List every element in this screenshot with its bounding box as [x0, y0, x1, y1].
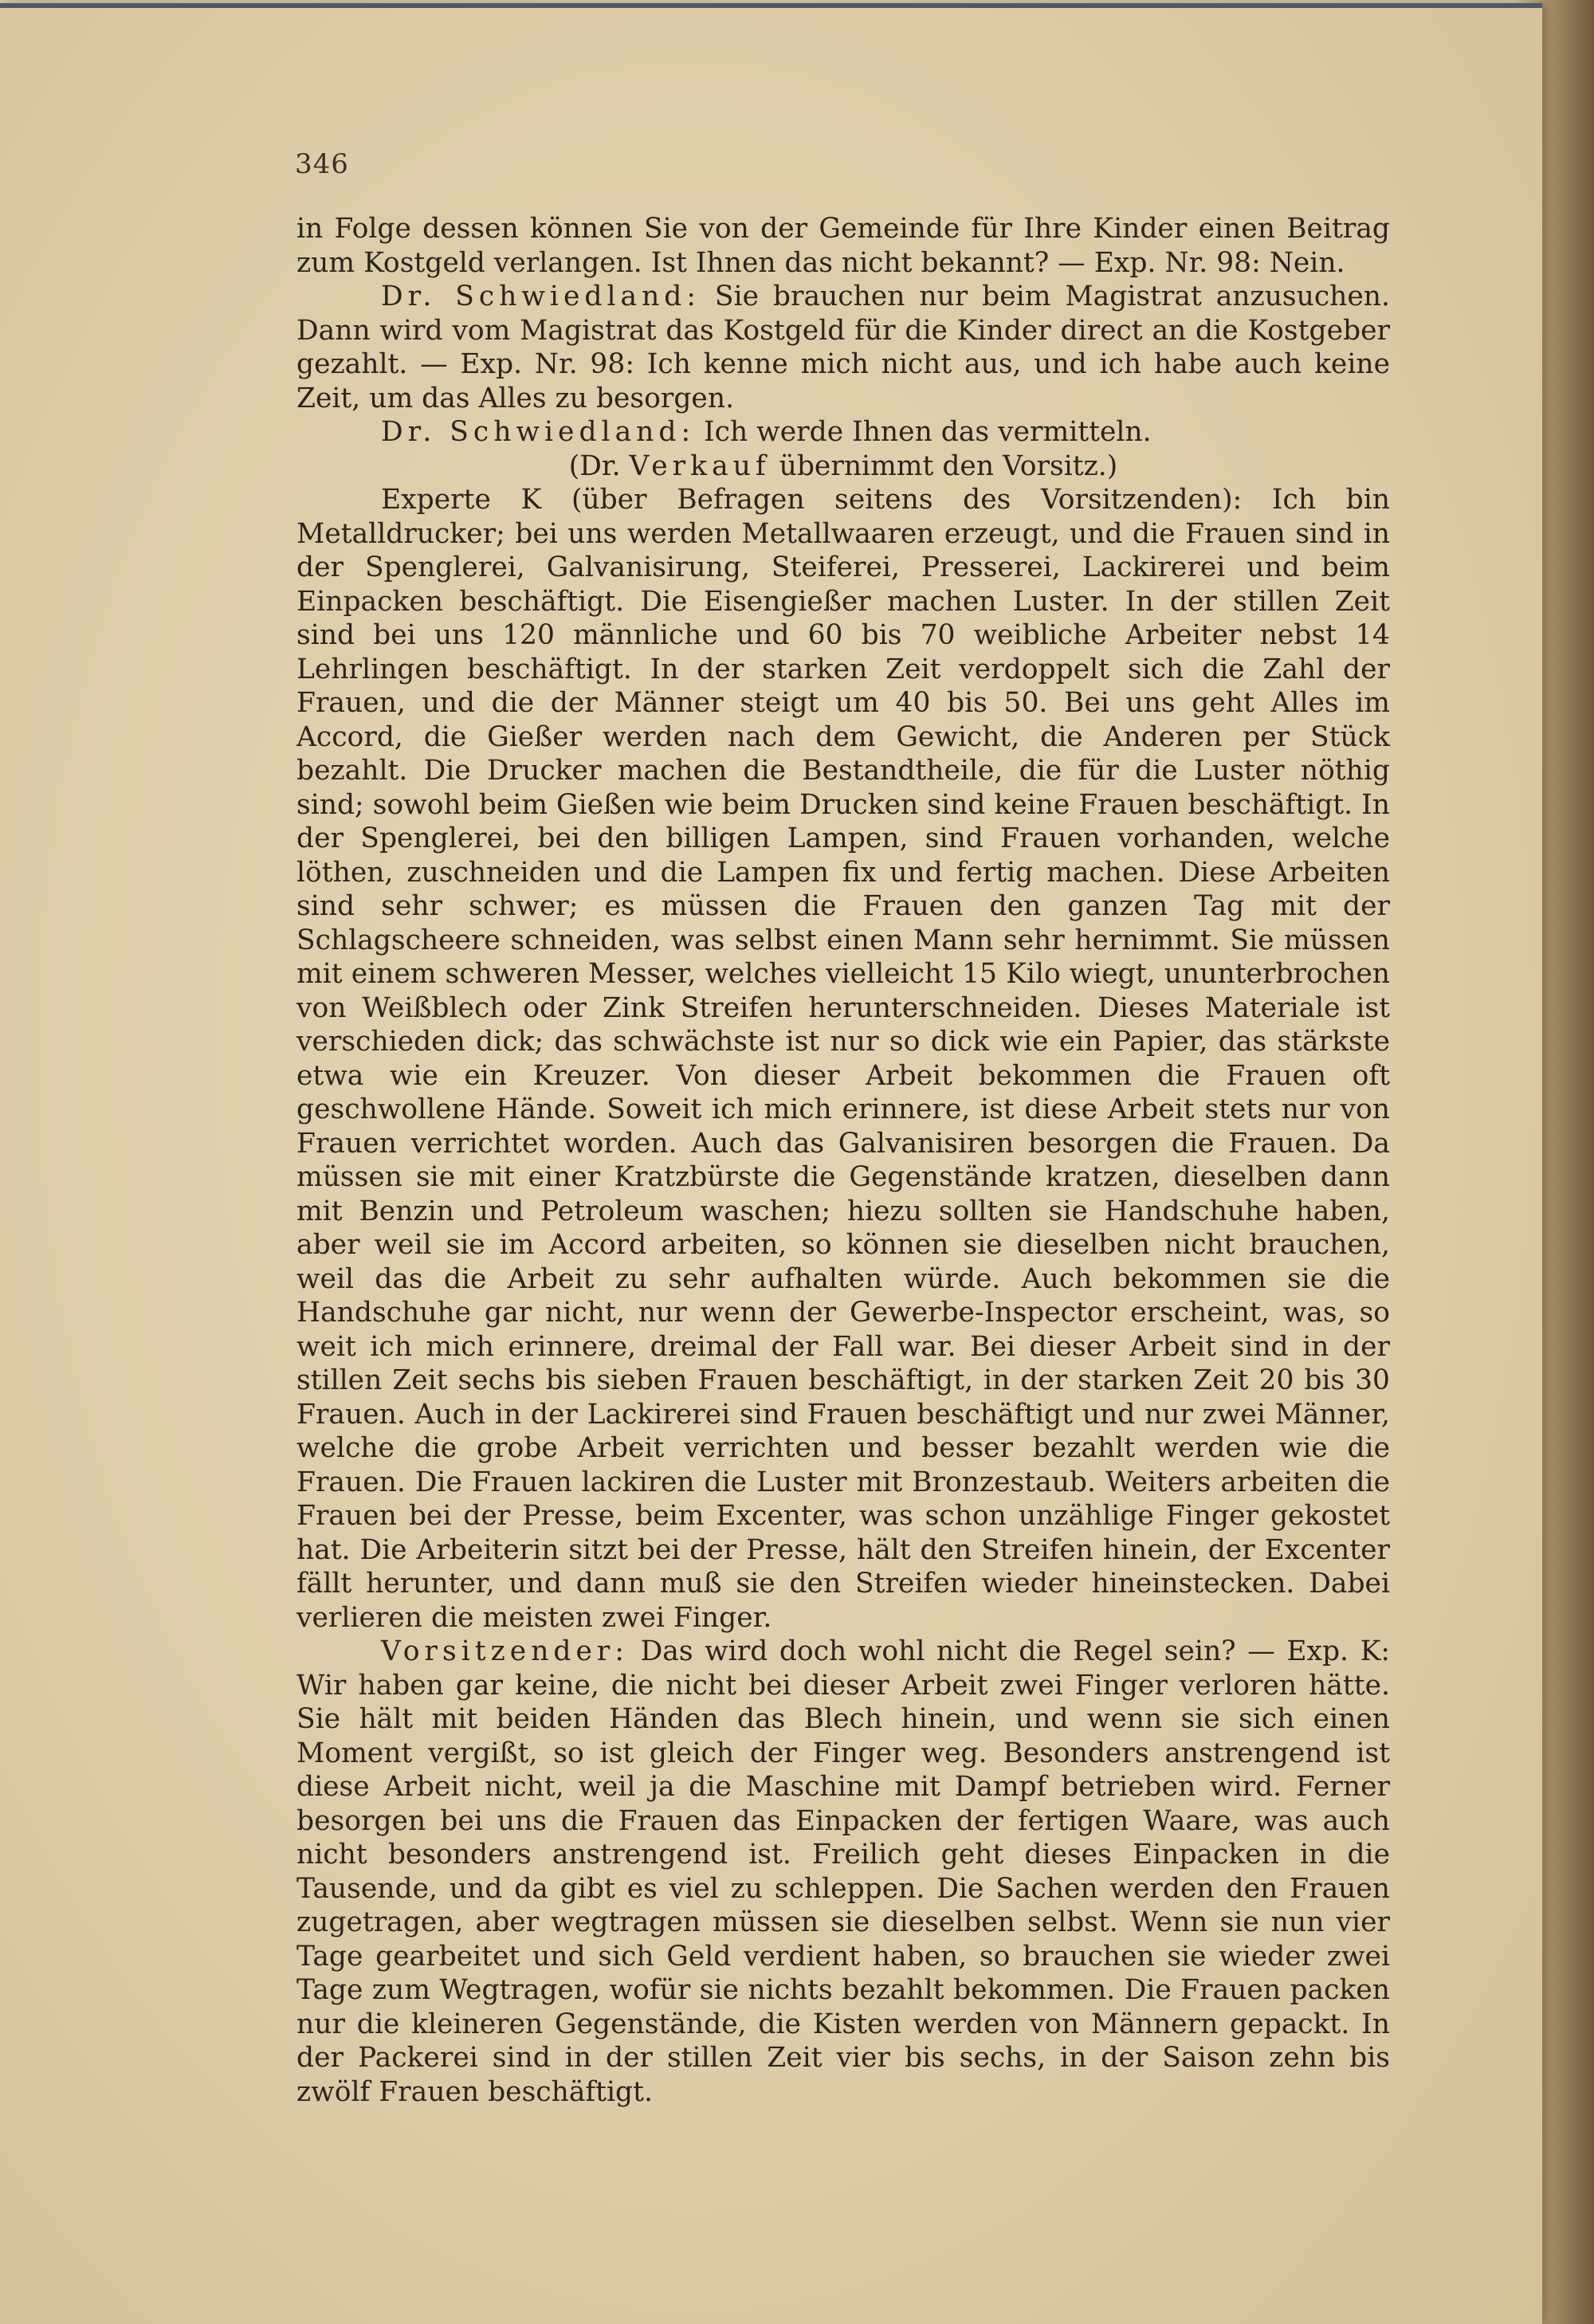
paragraph-expert-k: Experte K (über Befragen seitens des Vorsitzenden): Ich bin Metalldrucker; bei uns werden Metallwaaren erzeugt, und die Frauen sind in der Spenglerei, Galvanisirung, Steiferei, Presserei, Lackirerei und beim Einpacken beschäftigt. Die Eisengießer machen Luster. In der stillen Zeit sind bei uns 120 männliche und 60 bis 70 weibliche Arbeiter nebst 14 Lehrlingen beschäftigt. In der starken Zeit verdoppelt sich die Zahl der Frauen, und die der Männer steigt um 40 bis 50. Bei uns geht Alles im Accord, die Gießer werden nach dem Gewicht, die Anderen per Stück bezahlt. Die Drucker machen die Bestandtheile, die für die Luster nöthig sind; sowohl beim Gießen wie beim Drucken sind keine Frauen beschäftigt. In der Spenglerei, bei den billigen Lampen, sind Frauen vorhanden, welche löthen, zuschneiden und die Lampen fix und fertig machen. Diese Arbeiten sind sehr schwer; es müssen die Frauen den ganzen Tag mit der Schlagscheere schneiden, was selbst einen Mann sehr hernimmt. Sie müssen mit einem schweren Messer, welches vielleicht 15 Kilo wiegt, ununterbrochen von Weißblech oder Zink Streifen herunterschneiden. Dieses Materiale ist verschieden dick; das schwächste ist nur so dick wie ein Papier, das stärkste etwa wie ein Kreuzer. Von dieser Arbeit bekommen die Frauen oft geschwollene Hände. Soweit ich mich erinnere, ist diese Arbeit stets nur von Frauen verrichtet worden. Auch das Galvanisiren besorgen die Frauen. Da müssen sie mit einer Kratzbürste die Gegenstände kratzen, dieselben dann mit Benzin und Petroleum waschen; hiezu sollten sie Handschuhe haben, aber weil sie im Accord arbeiten, so können sie dieselben nicht brauchen, weil das die Arbeit zu sehr aufhalten würde. Auch bekommen sie die Handschuhe gar nicht, nur wenn der Gewerbe-Inspector erscheint, was, so weit ich mich erinnere, dreimal der Fall war. Bei dieser Arbeit sind in der stillen Zeit sechs bis sieben Frauen beschäftigt, in der starken Zeit 20 bis 30 Frauen. Auch in der Lackirerei sind Frauen beschäftigt und nur zwei Männer, welche die grobe Arbeit verrichten und besser bezahlt werden wie die Frauen. Die Frauen lackiren die Luster mit Bronzestaub. Weiters arbeiten die Frauen bei der Presse, beim Excenter, was schon unzählige Finger gekostet hat. Die Arbeiterin sitzt bei der Presse, hält den Streifen hinein, der Excenter fällt herunter, und dann muß sie den Streifen wieder hineinstecken. Dabei verlieren die meisten zwei Finger.	[296, 484, 1390, 1634]
paragraph-3-text: Ich werde Ihnen das vermitteln.	[695, 416, 1152, 448]
chair-name: Verkauf	[629, 449, 771, 482]
body-text	[296, 212, 1390, 2109]
paragraph-1: in Folge dessen können Sie von der Gemeinde für Ihre Kinder einen Beitrag zum Kostgeld verlangen. Ist Ihnen das nicht bekannt? — Exp. Nr. 98: Nein.	[296, 213, 1390, 279]
chair-change-note	[296, 449, 1390, 484]
paragraph-2-text: Sie brauchen nur beim Magistrat anzusuchen. Dann wird vom Magistrat das Kostgeld für die Kinder direct an die Kostgeber gezahlt. — Exp. Nr. 98: Ich kenne mich nicht aus, und ich habe auch keine Zeit, um das Alles zu besorgen.	[296, 281, 1390, 414]
top-edge-band	[0, 3, 1542, 8]
speaker-label: Dr. Schwiedland:	[381, 281, 701, 312]
speaker-label: Dr. Schwiedland:	[381, 416, 696, 448]
paragraph-2	[296, 280, 1390, 415]
chair-note-open: (Dr.	[568, 449, 630, 482]
speaker-label: Vorsitzender:	[381, 1635, 630, 1667]
page-sheet	[0, 3, 1542, 2324]
page-number: 346	[295, 148, 349, 180]
chair-note-close: übernimmt den Vorsitz.)	[770, 449, 1118, 482]
paragraph-3	[296, 415, 1390, 449]
paragraph-chair-question	[296, 1635, 1390, 2109]
paragraph-6-text: Das wird doch wohl nicht die Regel sein? — Exp. K: Wir haben gar keine, die nicht bei dieser Arbeit zwei Finger verloren hätte. Sie hält mit beiden Händen das Blech hinein, und wenn sie sich einen Moment vergißt, so ist gleich der Finger weg. Besonders anstrengend ist diese Arbeit nicht, weil ja die Maschine mit Dampf betrieben wird. Ferner besorgen bei uns die Frauen das Einpacken der fertigen Waare, was auch nicht besonders anstrengend ist. Freilich geht dieses Einpacken in die Tausende, und da gibt es viel zu schleppen. Die Sachen werden den Frauen zugetragen, aber wegtragen müssen sie dieselben selbst. Wenn sie nun vier Tage gearbeitet und sich Geld verdient haben, so brauchen sie wieder zwei Tage zum Wegtragen, wofür sie nichts bezahlt bekommen. Die Frauen packen nur die kleineren Gegenstände, die Kisten werden von Männern gepackt. In der Packerei sind in der stillen Zeit vier bis sechs, in der Saison zehn bis zwölf Frauen beschäftigt.	[296, 1635, 1390, 2108]
